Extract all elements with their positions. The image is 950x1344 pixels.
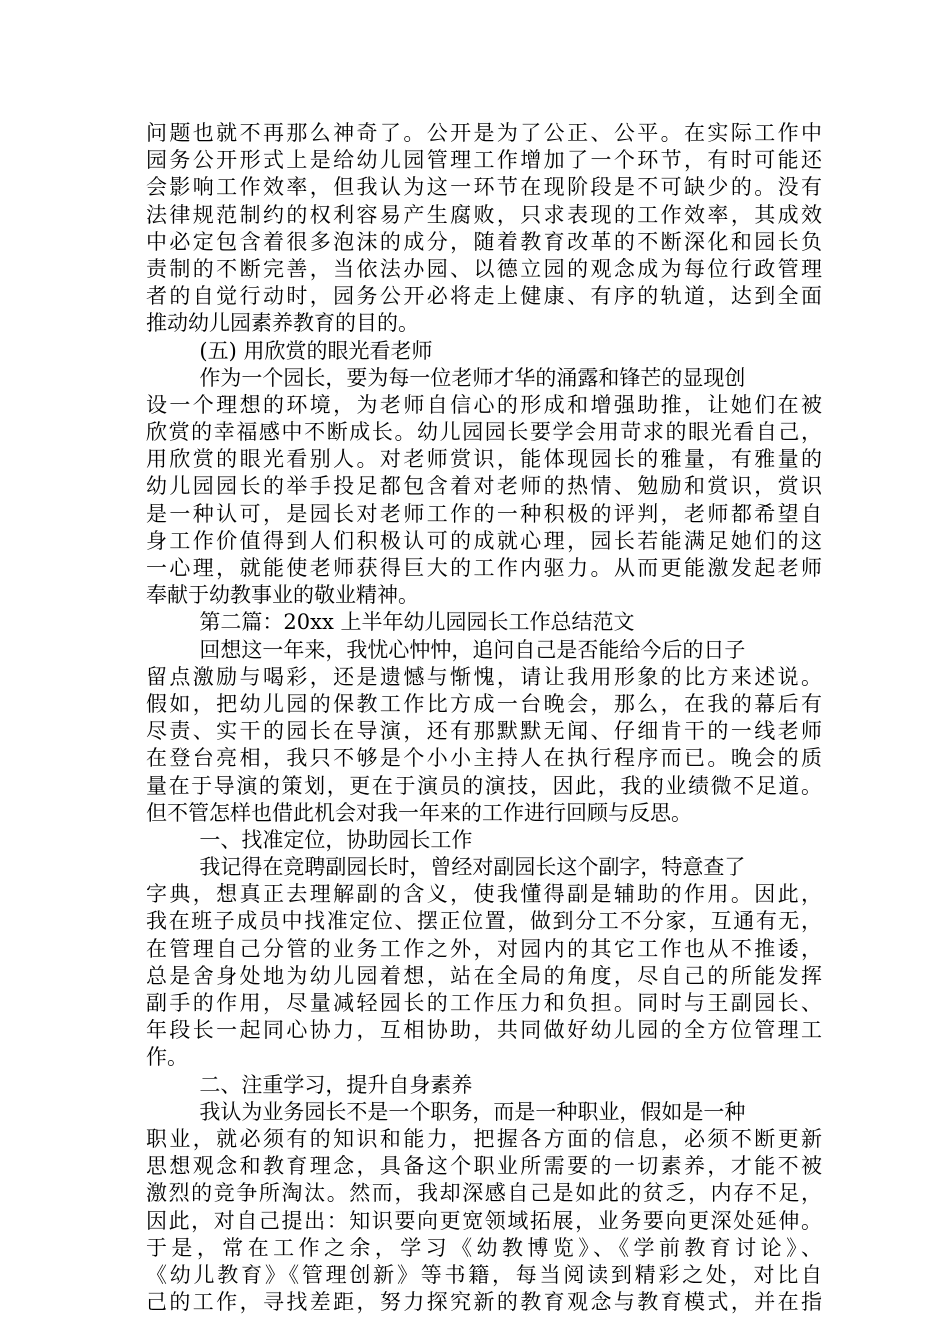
text-line: 总是舍身处地为幼儿园着想，站在全局的角度，尽自己的所能发挥 [146,963,822,988]
text-line: 问题也就不再那么神奇了。公开是为了公正、公平。在实际工作中 [146,121,822,145]
text-line: 尽责、实干的园长在导演，还有那默默无闻、仔细肯干的一线老师 [146,719,822,744]
text-line: 因此，对自己提出：知识要向更宽领域拓展，业务要向更深处延伸。 [146,1208,822,1233]
text-line: 思想观念和教育理念，具备这个职业所需要的一切素养，才能不被 [146,1154,822,1179]
text-line: 假如，把幼儿园的保教工作比方成一台晚会，那么，在我的幕后有 [146,691,822,716]
text-line: 字典，想真正去理解副的含义，使我懂得副是辅助的作用。因此， [146,882,822,907]
text-line: 会影响工作效率，但我认为这一环节在现阶段是不可缺少的。没有 [146,175,822,200]
text-line: 设一个理想的环境，为老师自信心的形成和增强助推，让她们在被 [146,392,822,417]
text-line: 身工作价值得到人们积极认可的成就心理，园长若能满足她们的这 [146,528,822,553]
text-line: 于是，常在工作之余，学习《幼教博览》、《学前教育讨论》、 [146,1235,822,1260]
text-line: 己的工作，寻找差距，努力探究新的教育观念与教育模式，并在指 [146,1290,822,1315]
text-line: 中必定包含着很多泡沫的成分，随着教育改革的不断深化和园长负 [146,229,822,254]
text-line: 园务公开形式上是给幼儿园管理工作增加了一个环节，有时可能还 [146,148,822,173]
text-line: 激烈的竞争所淘汰。然而，我却深感自己是如此的贫乏，内存不足， [146,1181,822,1206]
text-line: 我在班子成员中找准定位、摆正位置，做到分工不分家，互通有无， [146,909,822,934]
text-line: 作为一个园长，要为每一位老师才华的涌露和锋芒的显现创 [146,365,746,390]
text-line: 回想这一年来，我忧心忡忡，追问自己是否能给今后的日子 [146,637,746,662]
text-line: 年段长一起同心协力，互相协助，共同做好幼儿园的全方位管理工 [146,1018,822,1043]
text-line: 责制的不断完善，当依法办园、以德立园的观念成为每位行政管理 [146,256,822,281]
chapter-heading: 第二篇：20xx 上半年幼儿园园长工作总结范文 [146,610,635,635]
text-line: 推动幼儿园素养教育的目的。 [146,311,419,336]
text-line: 副手的作用，尽量减轻园长的工作压力和负担。同时与王副园长、 [146,991,822,1015]
section-heading: 二、注重学习，提升自身素养 [146,1072,473,1097]
section-heading: (五) 用欣赏的眼光看老师 [146,338,433,363]
document-body [146,120,822,1316]
text-line: 者的自觉行动时，园务公开必将走上健康、有序的轨道，达到全面 [146,284,822,309]
text-line: 职业，就必须有的知识和能力，把握各方面的信息，必须不断更新 [146,1126,822,1151]
text-line: 我认为业务园长不是一个职务，而是一种职业，假如是一种 [146,1099,746,1124]
text-line: 欣赏的幸福感中不断成长。幼儿园园长要学会用苛求的眼光看自己， [146,420,822,445]
text-line: 一心理，就能使老师获得巨大的工作内驱力。从而更能激发起老师 [146,556,822,580]
text-line: 留点激励与喝彩，还是遗憾与惭愧，请让我用形象的比方来述说。 [146,664,822,689]
text-line: 用欣赏的眼光看别人。对老师赏识，能体现园长的雅量，有雅量的 [146,447,822,472]
text-line: 在登台亮相，我只不够是个小小主持人在执行程序而已。晚会的质 [146,746,822,771]
text-line: 《幼儿教育》《管理创新》等书籍，每当阅读到精彩之处，对比自 [146,1262,822,1287]
section-heading: 一、找准定位，协助园长工作 [146,827,473,852]
text-line: 作。 [146,1045,188,1070]
text-line: 奉献于幼教事业的敬业精神。 [146,583,419,608]
text-line: 法律规范制约的权利容易产生腐败，只求表现的工作效率，其成效 [146,202,822,227]
text-line: 幼儿园园长的举手投足都包含着对老师的热情、勉励和赏识，赏识 [146,474,822,499]
text-line: 但不管怎样也借此机会对我一年来的工作进行回顾与反思。 [146,800,692,825]
text-line: 是一种认可，是园长对老师工作的一种积极的评判，老师都希望自 [146,501,822,526]
text-line: 量在于导演的策划，更在于演员的演技，因此，我的业绩微不足道。 [146,773,822,798]
text-line: 在管理自己分管的业务工作之外，对园内的其它工作也从不推诿， [146,936,822,961]
text-line: 我记得在竞聘副园长时，曾经对副园长这个副字，特意查了 [146,855,746,880]
